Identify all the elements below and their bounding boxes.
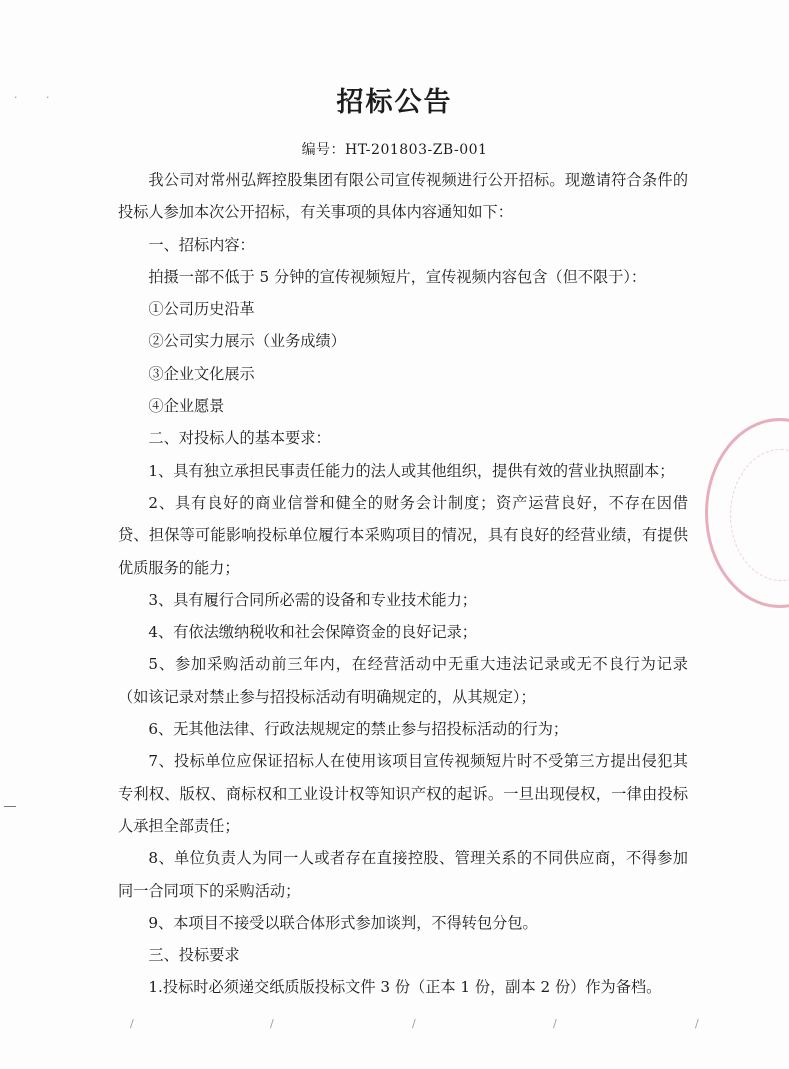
list-item: 7、投标单位应保证招标人在使用该项目宣传视频短片时不受第三方提出侵犯其专利权、版权、商标权和工业设计权等知识产权的起诉。一旦出现侵权，一律由投标人承担全部责任； — [118, 752, 688, 835]
scan-speck: / — [695, 1017, 699, 1030]
scan-speck: / — [130, 1017, 134, 1030]
section-2-heading: 二、对投标人的基本要求： — [148, 429, 331, 448]
margin-mark — [4, 806, 16, 807]
document-title: 招标公告 — [336, 87, 453, 118]
list-item: ③企业文化展示 — [148, 364, 255, 383]
scan-speck: · — [14, 91, 18, 104]
list-item: 3、具有履行合同所必需的设备和专业技术能力； — [148, 590, 477, 609]
list-item: ②公司实力展示（业务成绩） — [148, 332, 346, 351]
document-number: 编号：HT-201803-ZB-001 — [301, 142, 488, 158]
scan-speck: · — [46, 91, 50, 104]
section-3-heading: 三、投标要求 — [148, 946, 240, 965]
list-item: 4、有依法缴纳税收和社会保障资金的良好记录； — [148, 623, 477, 642]
list-item: 1、具有独立承担民事责任能力的法人或其他组织，提供有效的营业执照副本； — [148, 461, 675, 480]
list-item: ④企业愿景 — [148, 397, 225, 416]
scan-speck: / — [412, 1017, 416, 1030]
list-item: 5、参加采购活动前三年内，在经营活动中无重大违法记录或无不良行为记录（如该记录对禁止参与招投标活动有明确规定的，从其规定）； — [118, 655, 688, 706]
list-item: 1.投标时必须递交纸质版投标文件 3 份（正本 1 份，副本 2 份）作为备档。 — [148, 978, 662, 997]
list-item: ①公司历史沿革 — [148, 300, 255, 319]
company-seal-inner-ring — [730, 449, 789, 581]
section-1-heading: 一、招标内容： — [148, 235, 255, 254]
scan-speck: / — [553, 1017, 557, 1030]
list-item: 2、具有良好的商业信誉和健全的财务会计制度；资产运营良好，不存在因借贷、担保等可能影响投标单位履行本采购项目的情况，具有良好的经营业绩，有提供优质服务的能力； — [118, 493, 688, 577]
list-item: 6、无其他法律、行政法规规定的禁止参与招投标活动的行为； — [148, 720, 569, 739]
list-item: 9、本项目不接受以联合体形式参加谈判，不得转包分包。 — [148, 913, 538, 932]
document-body — [118, 164, 688, 1004]
company-seal — [705, 418, 789, 608]
section-1-text: 拍摄一部不低于 5 分钟的宣传视频短片，宣传视频内容包含（但不限于）： — [148, 267, 647, 286]
scan-speck: / — [270, 1017, 274, 1030]
intro-paragraph: 我公司对常州弘辉控股集团有限公司宣传视频进行公开招标。现邀请符合条件的投标人参加本次公开招标，有关事项的具体内容通知如下： — [118, 171, 688, 222]
list-item: 8、单位负责人为同一人或者存在直接控股、管理关系的不同供应商，不得参加同一合同项下的采购活动； — [118, 849, 688, 900]
